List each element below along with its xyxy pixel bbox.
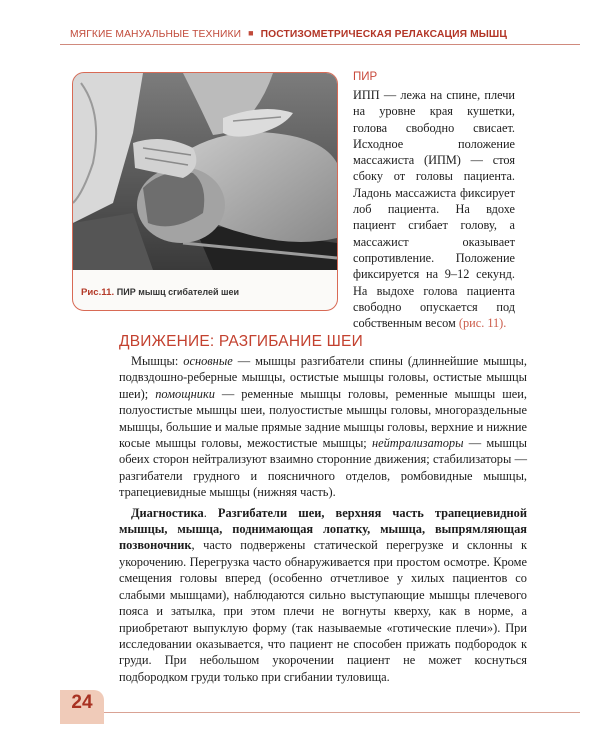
text-run: , часто подвержены статической перегрузке и склонны к укорочению. Перегрузка часто обнаруживается при простом осмотре. Кроме смещения головы вперед (особенно отчетливое у хилых пациентов со слабыми мышцами), наблюдаются сильно выступающие мышцы плечевого пояса и затылка, при этом плечи не вогнуты кверху, как в норме, а приобретают выпуклую форму (так называемые «готические плечи»). При исследовании оказывается, что пациент не способен прижать подбородок к груди. При небольшом укорочении пациент не может коснуться подбородком груди только при сгибании туловища. [119, 538, 527, 684]
emphasis-helpers: помощники [155, 386, 215, 401]
text-run: — мышцы разгибатели спины (длиннейшие мышцы, подвздошно-реберные мышцы, остистые мышцы головы, остистые мышцы шеи); [119, 354, 527, 401]
main-text [119, 353, 527, 689]
bold-muscle-list: Разгибатели шеи, верхняя часть трапециевидной мышцы, мышца, поднимающая лопатку, мышца, выпрямляющая позвоночник [119, 505, 527, 553]
header-section-title: МЯГКИЕ МАНУАЛЬНЫЕ ТЕХНИКИ [70, 29, 242, 40]
diagnostics-paragraph [119, 505, 527, 685]
sidebar-title: ПИР [353, 71, 378, 83]
figure-reference-link[interactable]: (рис. 11). [458, 316, 507, 331]
figure-caption [81, 287, 239, 298]
sidebar-text [353, 87, 515, 331]
text-run: — мышцы обеих сторон нейтрализуют взаимно сторонние движения; стабилизаторы — разгибатели грудного и поясничного отделов, ромбовидные мышцы, трапециевидные мышцы (нижняя часть). [119, 436, 528, 500]
page-number: 24 [71, 692, 93, 713]
text-run: — ременные мышцы головы, ременные мышцы шеи, полуостистые мышцы шеи, полуостистые мышцы головы, многораздельные мышцы, большие и малые прямые задние мышцы головы, верхние и нижние косые мышцы головы, межостистые мышцы; [119, 386, 528, 451]
emphasis-neutralizers: нейтрализаторы [371, 436, 464, 451]
footer-divider [104, 712, 580, 713]
section-heading: ДВИЖЕНИЕ: РАЗГИБАНИЕ ШЕИ [119, 333, 363, 350]
header-divider [60, 44, 580, 45]
header-chapter-title: ПОСТИЗОМЕТРИЧЕСКАЯ РЕЛАКСАЦИЯ МЫШЦ [260, 29, 507, 40]
running-header [70, 29, 570, 40]
sidebar-text-body: ИПП — лежа на спине, плечи на уровне края кушетки, голова свободно свисает. Исходное положение массажиста (ИПМ) — стоя сбоку от головы пациента. Ладонь массажиста фиксирует лоб пациента. На вдохе пациент сгибает голову, а массажист оказывает сопротивление. Положение фиксируется на 9–12 секунд. На выдохе голова пациента свободно опускается под собственным весом [353, 88, 515, 331]
text-run: Мышцы: [131, 354, 184, 368]
pir-sidebar [353, 70, 515, 331]
text-run: . [203, 505, 218, 520]
bold-diagnostics: Диагностика [131, 505, 204, 520]
figure-label: Рис.11. [81, 287, 115, 298]
muscles-paragraph [119, 353, 527, 501]
figure-11 [72, 72, 338, 311]
header-bullet-icon: ■ [248, 28, 254, 38]
figure-caption-text: ПИР мышц сгибателей шеи [116, 287, 240, 297]
massage-photo [73, 73, 337, 270]
emphasis-primary: основные [183, 354, 233, 368]
